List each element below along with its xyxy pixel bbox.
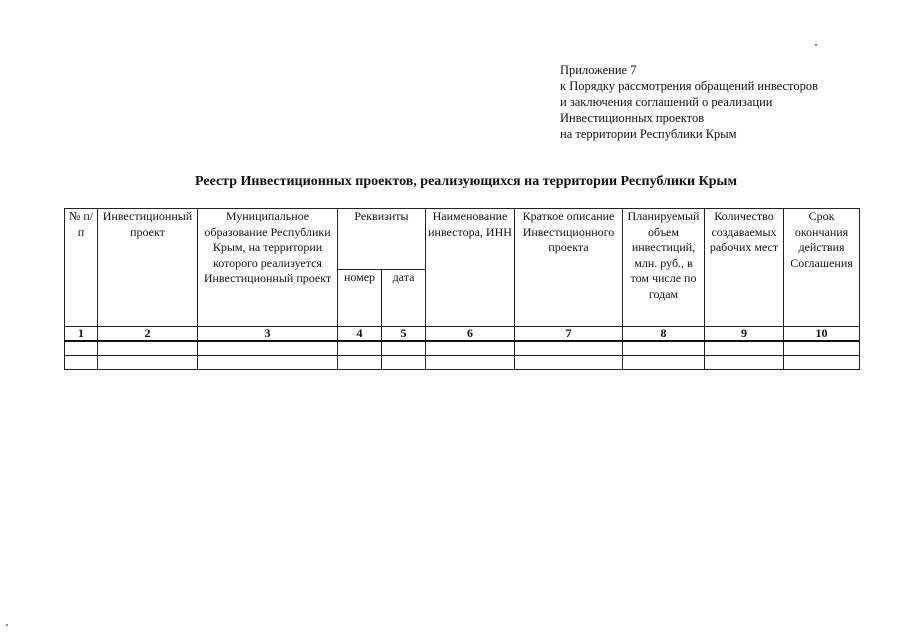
table-cell [623, 341, 705, 356]
annex-line: Приложение 7 [560, 63, 637, 77]
column-number: 8 [623, 327, 705, 342]
header-cell-number: № п/п [65, 209, 98, 327]
column-number: 4 [338, 327, 382, 342]
header-cell-requisites: Реквизиты [338, 209, 426, 270]
header-cell-deadline: Срок окончания действия Соглашения [784, 209, 860, 327]
table-cell [515, 341, 623, 356]
scan-speck [815, 44, 817, 46]
table-cell [65, 356, 98, 370]
registry-table [64, 208, 860, 370]
header-cell-req-date: дата [382, 270, 426, 327]
table-cell [705, 356, 784, 370]
table-cell [382, 356, 426, 370]
header-cell-investor: Наименование инвестора, ИНН [426, 209, 515, 327]
header-cell-project: Инвестиционный проект [98, 209, 198, 327]
table-cell [426, 356, 515, 370]
annex-line: к Порядку рассмотрения обращений инвесторов [560, 79, 819, 93]
header-cell-municipality: Муниципальное образование Республики Крым, на территории которого реализуется Инвестиционный проект [198, 209, 338, 327]
column-number-row [65, 327, 860, 342]
table-cell [705, 341, 784, 356]
table-cell [515, 356, 623, 370]
header-cell-investment: Планируемый объем инвестиций, млн. руб., в том числе по годам [623, 209, 705, 327]
table-cell [426, 341, 515, 356]
column-number: 5 [382, 327, 426, 342]
column-number: 6 [426, 327, 515, 342]
table-row [65, 356, 860, 370]
table-cell [784, 356, 860, 370]
annex-line: и заключения соглашений о реализации [560, 95, 773, 109]
table-cell [784, 341, 860, 356]
table-cell [98, 356, 198, 370]
header-cell-description: Краткое описание Инвестиционного проекта [515, 209, 623, 327]
table-cell [338, 356, 382, 370]
column-number: 10 [784, 327, 860, 342]
column-number: 3 [198, 327, 338, 342]
table-cell [382, 341, 426, 356]
column-number: 7 [515, 327, 623, 342]
header-row [65, 209, 860, 270]
header-cell-jobs: Количество создаваемых рабочих мест [705, 209, 784, 327]
table-cell [198, 356, 338, 370]
column-number: 9 [705, 327, 784, 342]
table-cell [338, 341, 382, 356]
annex-line: на территории Республики Крым [560, 127, 737, 141]
table-cell [65, 341, 98, 356]
table-cell [198, 341, 338, 356]
annex-note [560, 62, 818, 142]
header-cell-req-number: номер [338, 270, 382, 327]
table-row [65, 341, 860, 356]
scan-speck [6, 624, 8, 626]
column-number: 2 [98, 327, 198, 342]
table-cell [623, 356, 705, 370]
column-number: 1 [65, 327, 98, 342]
table-cell [98, 341, 198, 356]
annex-line: Инвестиционных проектов [560, 111, 705, 125]
document-title: Реестр Инвестиционных проектов, реализующихся на территории Республики Крым [194, 174, 737, 189]
